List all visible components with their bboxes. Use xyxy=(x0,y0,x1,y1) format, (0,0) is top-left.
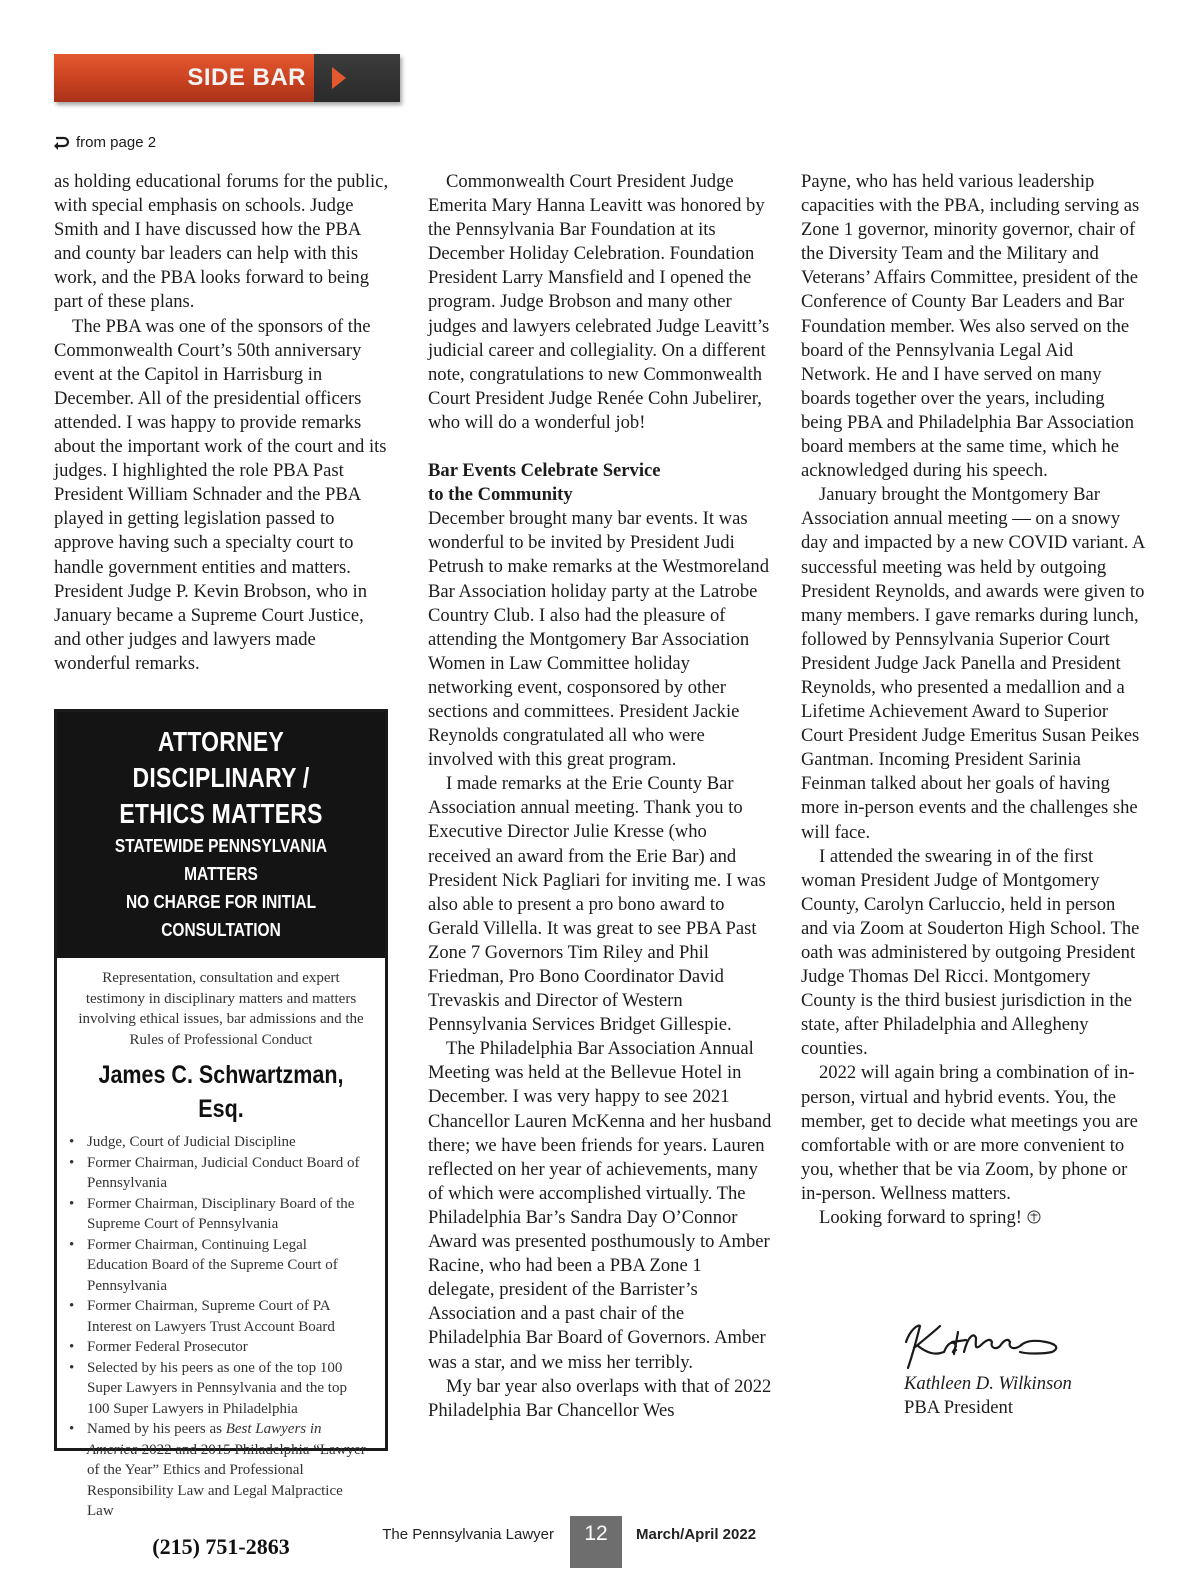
ad-title-line2: ETHICS MATTERS xyxy=(119,798,323,829)
column-3 xyxy=(801,170,1146,1230)
scales-icon xyxy=(1027,1210,1041,1224)
curved-arrow-icon xyxy=(54,136,70,150)
signature-name: Kathleen D. Wilkinson xyxy=(904,1373,1072,1394)
publication-name: The Pennsylvania Lawyer xyxy=(382,1526,554,1543)
attorney-ad xyxy=(54,709,388,1559)
page-number: 12 xyxy=(570,1516,622,1568)
paragraph: Payne, who has held various leadership capacities with the PBA, including serving as Zone 1 governor, minority governor, chair of the Diversity Team and the Military and Veterans’ Affairs Committee, president of the Conference of County Bar Leaders and Bar Foundation member. Wes also served on the board of the Pennsylvania Legal Aid Network. He and I have served on many boards together over the years, including being PBA and Philadelphia Bar Association board members at the same time, which he acknowledged during his speech. xyxy=(801,171,1140,482)
paragraph: 2022 will again bring a combination of in-person, virtual and hybrid events. You, the member, get to decide what meetings you are comfortable with or are more convenient to you, whether that be via Zoom, by phone or in-person. Wellness matters. xyxy=(801,1062,1138,1204)
page-footer xyxy=(0,1516,1200,1568)
continuation-marker xyxy=(54,134,156,151)
paragraph: as holding educational forums for the public, with special emphasis on schools. Judge Smith and I have discussed how the PBA and county bar leaders can help with this work, and the PBA looks forward to being part of these plans. xyxy=(54,171,389,313)
section-heading: Bar Events Celebrate Service to the Community xyxy=(428,460,661,506)
ad-header xyxy=(57,712,385,958)
paragraph: December brought many bar events. It was wonderful to be invited by President Judi Petrush to make remarks at the Westmoreland Bar Association holiday party at the Latrobe Country Club. I also had the pleasure of attending the Montgomery Bar Association Women in Law Committee holiday networking event, cosponsored by other sections and committees. President Jackie Reynolds congratulated all who were involved with this great program. xyxy=(428,508,770,771)
paragraph: I attended the swearing in of the first woman President Judge of Montgomery County, Carolyn Carluccio, held in person and via Zoom at Souderton High School. The oath was administered by outgoing President Judge Thomas Del Ricci. Montgomery County is the third busiest jurisdiction in the state, after Philadelphia and Allegheny counties. xyxy=(801,845,1140,1060)
paragraph: The PBA was one of the sponsors of the Commonwealth Court’s 50th anniversary event at the Capitol in Harrisburg in December. All of the presidential officers attended. I was happy to provide remarks about the important work of the court and its judges. I highlighted the role PBA Past President William Schnader and the PBA played in getting legislation passed to approve having such a specialty court to handle government entities and matters. President Judge P. Kevin Brobson, who in January became a Supreme Court Justice, and other judges and lawyers made wonderful remarks. xyxy=(54,315,387,674)
paragraph: My bar year also overlaps with that of 2022 Philadelphia Bar Chancellor Wes xyxy=(428,1375,772,1421)
list-item: • Former Chairman, Continuing Legal Education Board of the Supreme Court of Pennsylvania xyxy=(67,1235,371,1297)
continuation-text: from page 2 xyxy=(76,134,157,151)
list-item: • Former Chairman, Judicial Conduct Board of Pennsylvania xyxy=(67,1153,371,1194)
paragraph: The Philadelphia Bar Association Annual Meeting was held at the Bellevue Hotel in December. I was very happy to see 2021 Chancellor Lauren McKenna and her husband there; we have been friends for years. Lauren reflected on her year of achievements, many of which were accomplished virtually. The Philadelphia Bar’s Sandra Day O’Connor Award was presented posthumously to Amber Racine, who had been a PBA Zone 1 delegate, president of the Barrister’s Association and a past chair of the Philadelphia Bar Board of Governors. Amber was a star, and we miss her terribly. xyxy=(428,1038,772,1373)
attorney-name: James C. Schwartzman, Esq. xyxy=(98,1061,344,1123)
paragraph: January brought the Montgomery Bar Association annual meeting — on a snowy day and impacted by a new COVID variant. A successful meeting was held by outgoing President Reynolds, and awards were given to many members. I gave remarks during lunch, followed by Pennsylvania Superior Court President Judge Jack Panella and President Reynolds, who presented a medallion and a Lifetime Achievement Award to Superior Court President Judge Emeritus Susan Peikes Gantman. Incoming President Sarinia Feinman talked about her goals of having more in-person events and the challenges she will face. xyxy=(801,484,1145,843)
ad-intro: Representation, consultation and expert testimony in disciplinary matters and matters involving ethical issues, bar admissions and the Rules of Professional Conduct xyxy=(78,970,364,1048)
column-1 xyxy=(54,170,390,676)
list-item: • Selected by his peers as one of the top 100 Super Lawyers in Pennsylvania and the top 100 Super Lawyers in Philadelphia xyxy=(67,1358,371,1420)
ad-subtitle-line2: NO CHARGE FOR INITIAL CONSULTATION xyxy=(125,892,317,940)
list-item: • Named by his peers as Best Lawyers in America 2022 and 2015 Philadelphia “Lawyer of the Year” Ethics and Professional Responsibility Law and Legal Malpractice Law xyxy=(67,1419,371,1522)
ad-title-line1: ATTORNEY DISCIPLINARY / xyxy=(132,726,310,793)
ad-subtitle-line1: STATEWIDE PENNSYLVANIA MATTERS xyxy=(114,836,328,884)
issue-date: March/April 2022 xyxy=(636,1526,757,1543)
paragraph: I made remarks at the Erie County Bar Association annual meeting. Thank you to Executive Director Julie Kresse (who received an award from the Erie Bar) and President Nick Pagliari for inviting me. I was also able to present a pro bono award to Gerald Villella. It was great to see PBA Past Zone 7 Governors Tim Riley and Phil Friedman, Pro Bono Coordinator David Trevaskis and Director of Western Pennsylvania Services Bridget Gillespie. xyxy=(428,773,766,1036)
closing-line: Looking forward to spring! xyxy=(801,1206,1146,1230)
signature-title: PBA President xyxy=(904,1397,1013,1418)
signature-image xyxy=(896,1312,1076,1374)
arrow-right-icon xyxy=(332,67,346,89)
credentials-list xyxy=(57,1126,385,1522)
paragraph: Commonwealth Court President Judge Emerita Mary Hanna Leavitt was honored by the Pennsylvania Bar Foundation at its December Holiday Celebration. Foundation President Larry Mansfield and I opened the program. Judge Brobson and many other judges and lawyers celebrated Judge Leavitt’s judicial career and collegiality. On a different note, congratulations to new Commonwealth Court President Judge Renée Cohn Jubelirer, who will do a wonderful job! xyxy=(428,171,770,433)
list-item: • Judge, Court of Judicial Discipline xyxy=(67,1132,371,1153)
list-item: • Former Chairman, Supreme Court of PA Interest on Lawyers Trust Account Board xyxy=(67,1296,371,1337)
list-item: • Former Chairman, Disciplinary Board of the Supreme Court of Pennsylvania xyxy=(67,1194,371,1235)
list-item: • Former Federal Prosecutor xyxy=(67,1337,371,1358)
column-2 xyxy=(428,170,772,1423)
phone-number: (215) 751-2863 xyxy=(152,1533,290,1559)
side-bar-label: SIDE BAR xyxy=(187,64,306,91)
side-bar-banner xyxy=(54,54,400,102)
